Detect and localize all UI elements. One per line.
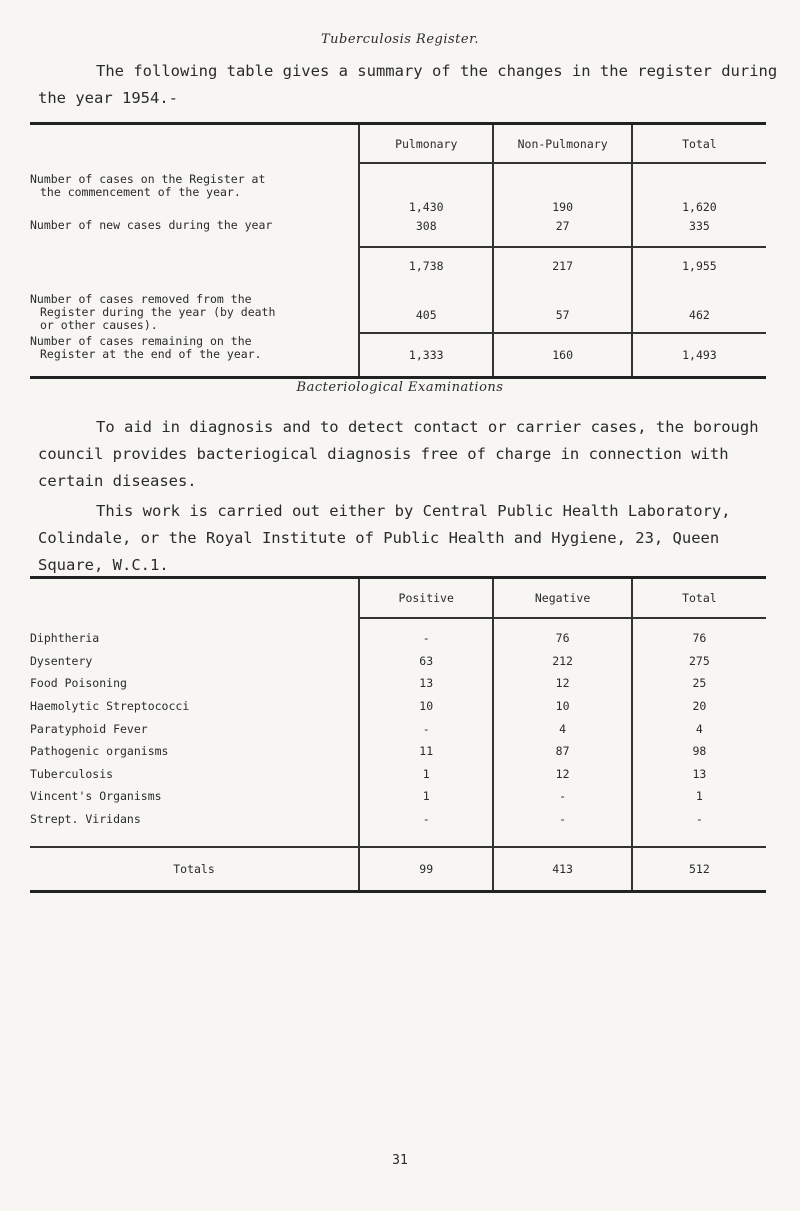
totals-label: Totals	[30, 847, 359, 892]
row-label: Number of cases removed from the	[30, 292, 252, 306]
cell-value: 308	[359, 217, 493, 247]
cell-value: 12	[493, 672, 631, 695]
cell-value: -	[359, 717, 493, 740]
row-label: Vincent's Organisms	[30, 789, 162, 804]
cell-value: 1	[359, 763, 493, 786]
cell-value: 335	[632, 217, 766, 247]
cell-value: 4	[493, 717, 631, 740]
table-row	[30, 163, 766, 217]
row-label: Pathogenic organisms	[30, 744, 169, 759]
row-label-cont: the commencement of the year.	[40, 185, 241, 199]
table-row	[30, 618, 766, 650]
cell-value: 413	[493, 847, 631, 892]
cell-value: 20	[632, 695, 766, 718]
table-row	[30, 217, 766, 247]
cell-value: 4	[632, 717, 766, 740]
bacteriological-para-2: This work is carried out either by Central Public Health Laboratory, Colindale, or the Royal Institute of Public Health and Hygiene, 23, Queen Square, W.C.1.	[38, 502, 731, 574]
bacteriological-heading: Bacteriological Examinations	[296, 380, 504, 395]
column-header-non-pulmonary: Non-Pulmonary	[493, 124, 631, 164]
cell-value: 1,493	[632, 333, 766, 377]
cell-value: 76	[632, 618, 766, 650]
tb-register-table	[30, 122, 766, 379]
table-row	[30, 740, 766, 763]
row-label: Haemolytic Streptococci	[30, 699, 190, 714]
cell-value: 11	[359, 740, 493, 763]
page-number: 31	[392, 1153, 408, 1168]
cell-value: 212	[493, 650, 631, 673]
table-row-totals	[30, 847, 766, 892]
cell-value: 190	[493, 163, 631, 217]
cell-value: 217	[493, 247, 631, 281]
table-row	[30, 785, 766, 808]
cell-value: 1,333	[359, 333, 493, 377]
row-label: Number of new cases during the year	[30, 218, 273, 232]
cell-value: 63	[359, 650, 493, 673]
cell-value: 1,738	[359, 247, 493, 281]
row-label: Tuberculosis	[30, 766, 114, 781]
tb-register-heading: Tuberculosis Register.	[320, 32, 479, 47]
column-header-total: Total	[632, 124, 766, 164]
cell-value: 99	[359, 847, 493, 892]
cell-value: 1	[359, 785, 493, 808]
row-label-cont: Register during the year (by death	[40, 305, 276, 319]
row-label: Strept. Viridans	[30, 812, 141, 827]
cell-value: 76	[493, 618, 631, 650]
cell-value: 1,955	[632, 247, 766, 281]
row-label: Number of cases remaining on the	[30, 334, 252, 348]
row-label: Food Poisoning	[30, 676, 127, 691]
row-label-cont: Register at the end of the year.	[40, 347, 262, 361]
column-header-total: Total	[632, 578, 766, 619]
cell-value: 462	[632, 281, 766, 333]
table-header-row	[30, 124, 766, 164]
cell-value: 1	[632, 785, 766, 808]
table-row	[30, 695, 766, 718]
cell-value: 512	[632, 847, 766, 892]
tb-register-intro: The following table gives a summary of the changes in the register during the year 1954.-	[38, 62, 778, 107]
cell-value: 27	[493, 217, 631, 247]
bacteriological-table	[30, 576, 766, 893]
cell-value: 98	[632, 740, 766, 763]
cell-value: 405	[359, 281, 493, 333]
cell-value: 275	[632, 650, 766, 673]
cell-value: 10	[493, 695, 631, 718]
cell-value: 87	[493, 740, 631, 763]
bacteriological-para-1: To aid in diagnosis and to detect contact or carrier cases, the borough council provides bacteriogical diagnosis free of charge in connection with certain diseases.	[38, 418, 759, 490]
cell-value: -	[359, 808, 493, 848]
table-row-final	[30, 333, 766, 377]
table-row	[30, 281, 766, 333]
row-label: Number of cases on the Register at	[30, 172, 266, 186]
cell-value: 10	[359, 695, 493, 718]
row-label: Dysentery	[30, 653, 93, 668]
table-header-row	[30, 578, 766, 619]
table-row	[30, 808, 766, 848]
row-label: Diphtheria	[30, 630, 100, 645]
table-row-subtotal	[30, 247, 766, 281]
table-row	[30, 672, 766, 695]
column-header-pulmonary: Pulmonary	[359, 124, 493, 164]
cell-value: -	[359, 618, 493, 650]
cell-value: 25	[632, 672, 766, 695]
cell-value: -	[493, 808, 631, 848]
row-label	[30, 247, 359, 281]
cell-value: 12	[493, 763, 631, 786]
cell-value: 13	[632, 763, 766, 786]
table-row	[30, 763, 766, 786]
column-header-negative: Negative	[493, 578, 631, 619]
table-row	[30, 717, 766, 740]
cell-value: 160	[493, 333, 631, 377]
cell-value: -	[632, 808, 766, 848]
table-row	[30, 650, 766, 673]
cell-value: 13	[359, 672, 493, 695]
cell-value: -	[493, 785, 631, 808]
cell-value: 1,430	[359, 163, 493, 217]
column-header-positive: Positive	[359, 578, 493, 619]
row-label: Paratyphoid Fever	[30, 721, 148, 736]
cell-value: 57	[493, 281, 631, 333]
row-label-cont: or other causes).	[40, 318, 158, 332]
cell-value: 1,620	[632, 163, 766, 217]
